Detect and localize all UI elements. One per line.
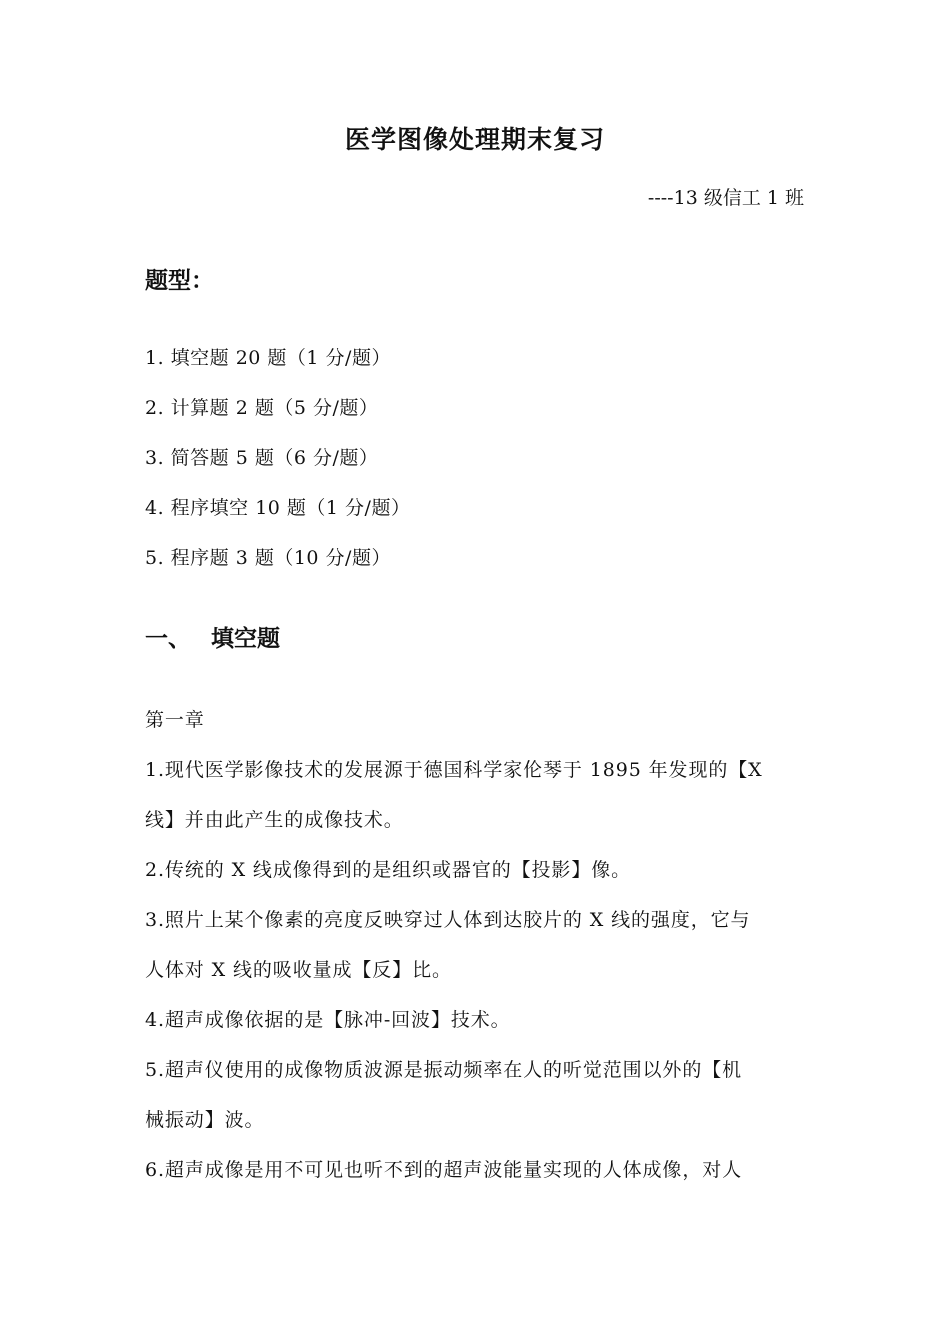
section-title: 填空题	[211, 626, 280, 652]
text-line: 2.传统的 X 线成像得到的是组织或器官的【投影】像。	[145, 859, 632, 881]
question-type-item: 4. 程序填空 10 题（1 分/题）	[145, 497, 411, 519]
section-heading-fill-blank	[145, 620, 280, 653]
text-line: 4.超声成像依据的是【脉冲-回波】技术。	[145, 1009, 511, 1031]
text-line: 6.超声成像是用不可见也听不到的超声波能量实现的人体成像，对人	[145, 1159, 743, 1181]
question-types-heading: 题型：	[145, 268, 214, 294]
question-type-item: 1. 填空题 20 题（1 分/题）	[145, 347, 391, 369]
question-type-item: 2. 计算题 2 题（5 分/题）	[145, 397, 379, 419]
document-subtitle: ----13 级信工 1 班	[647, 187, 804, 209]
chapter-label: 第一章	[145, 709, 205, 731]
section-number: 一、	[145, 626, 191, 652]
text-line: 人体对 X 线的吸收量成【反】比。	[145, 959, 452, 981]
section-content	[145, 702, 807, 1202]
question-type-item: 3. 简答题 5 题（6 分/题）	[145, 447, 379, 469]
question-type-item: 5. 程序题 3 题（10 分/题）	[145, 547, 391, 569]
text-line: 1.现代医学影像技术的发展源于德国科学家伦琴于 1895 年发现的【X	[145, 759, 763, 781]
document-title: 医学图像处理期末复习	[344, 125, 605, 154]
text-line: 械振动】波。	[145, 1109, 265, 1131]
question-types-list	[145, 340, 410, 590]
text-line: 3.照片上某个像素的亮度反映穿过人体到达胶片的 X 线的强度，它与	[145, 909, 751, 931]
text-line: 线】并由此产生的成像技术。	[145, 809, 404, 831]
text-line: 5.超声仪使用的成像物质波源是振动频率在人的听觉范围以外的【机	[145, 1059, 743, 1081]
